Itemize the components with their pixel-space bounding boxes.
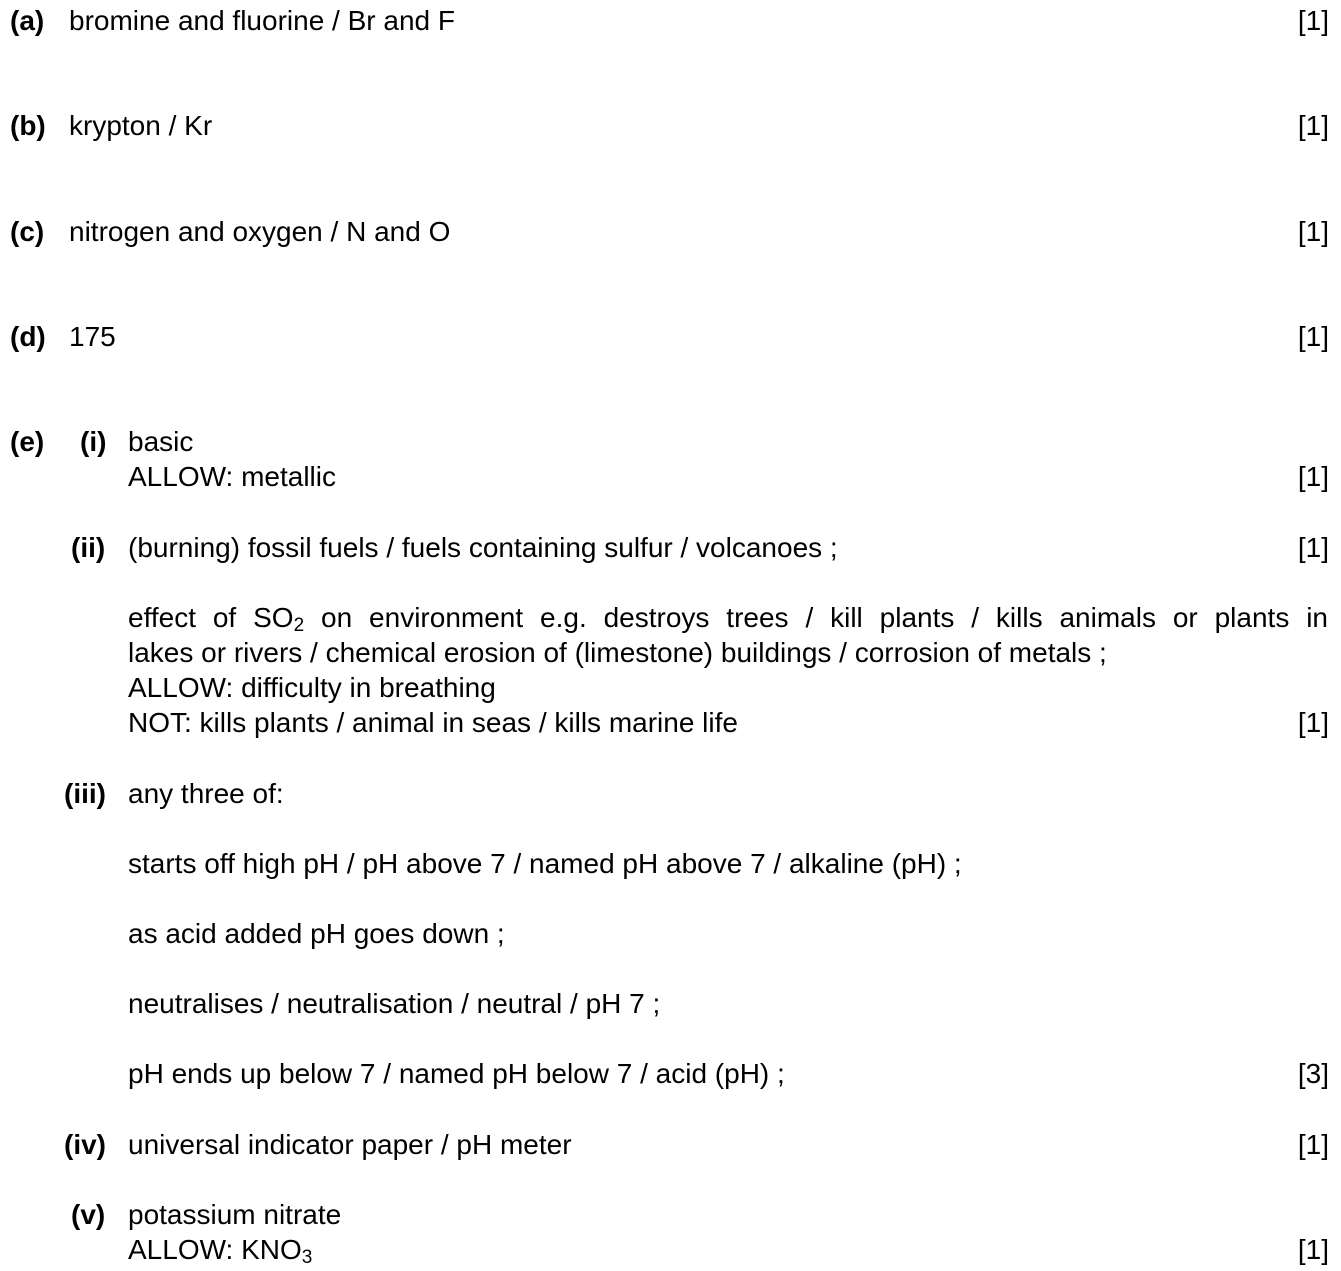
effect-text-rest: on environment e.g. destroys trees / kill plants / kills animals or plants in — [304, 602, 1328, 633]
part-b-mark: [1] — [1297, 110, 1329, 141]
part-e-v-mark: [1] — [1297, 1234, 1329, 1265]
part-a-mark: [1] — [1297, 5, 1329, 36]
part-e-ii-effect-line-1 — [128, 602, 1328, 636]
part-e-iii-intro: any three of: — [128, 778, 284, 809]
part-e-iv-answer: universal indicator paper / pH meter — [128, 1129, 572, 1160]
part-d-mark: [1] — [1297, 321, 1329, 352]
part-c-mark: [1] — [1297, 216, 1329, 247]
part-e-ii-mark-1: [1] — [1297, 532, 1329, 563]
part-e-ii-not: NOT: kills plants / animal in seas / kills marine life — [128, 707, 738, 738]
part-c-answer: nitrogen and oxygen / N and O — [69, 216, 451, 247]
part-d-answer: 175 — [69, 321, 116, 352]
part-b-answer: krypton / Kr — [69, 110, 213, 141]
part-a-label: (a) — [10, 5, 45, 36]
part-e-iii-point-1: starts off high pH / pH above 7 / named pH above 7 / alkaline (pH) ; — [128, 848, 962, 879]
kno3-subscript: 3 — [301, 1247, 313, 1268]
part-e-ii-answer: (burning) fossil fuels / fuels containing sulfur / volcanoes ; — [128, 532, 838, 563]
part-a-answer: bromine and fluorine / Br and F — [69, 5, 455, 36]
part-e-iv-mark: [1] — [1297, 1129, 1329, 1160]
so2-subscript: 2 — [293, 615, 305, 636]
part-e-iii-label: (iii) — [64, 778, 106, 809]
part-e-i-mark: [1] — [1297, 461, 1329, 492]
part-e-v-answer: potassium nitrate — [128, 1199, 342, 1230]
part-e-ii-allow: ALLOW: difficulty in breathing — [128, 672, 496, 703]
part-e-i-answer: basic — [128, 426, 194, 457]
part-e-i-label: (i) — [80, 426, 107, 457]
kno3-text: ALLOW: KNO — [128, 1234, 302, 1265]
part-e-iii-mark: [3] — [1297, 1058, 1329, 1089]
part-e-iv-label: (iv) — [64, 1129, 106, 1160]
part-b-label: (b) — [10, 110, 46, 141]
part-e-iii-point-2: as acid added pH goes down ; — [128, 918, 505, 949]
part-e-label: (e) — [10, 426, 45, 457]
part-e-v-allow — [128, 1234, 313, 1268]
part-e-iii-point-3: neutralises / neutralisation / neutral / pH 7 ; — [128, 988, 661, 1019]
part-e-ii-effect-line-2: lakes or rivers / chemical erosion of (limestone) buildings / corrosion of metals ; — [128, 637, 1107, 668]
part-e-ii-mark-2: [1] — [1297, 707, 1329, 738]
part-e-ii-label: (ii) — [71, 532, 106, 563]
part-e-v-label: (v) — [71, 1199, 106, 1230]
part-c-label: (c) — [10, 216, 45, 247]
effect-text-start: effect of SO — [128, 602, 294, 633]
part-e-iii-point-4: pH ends up below 7 / named pH below 7 / acid (pH) ; — [128, 1058, 785, 1089]
part-d-label: (d) — [10, 321, 46, 352]
part-e-i-allow: ALLOW: metallic — [128, 461, 336, 492]
